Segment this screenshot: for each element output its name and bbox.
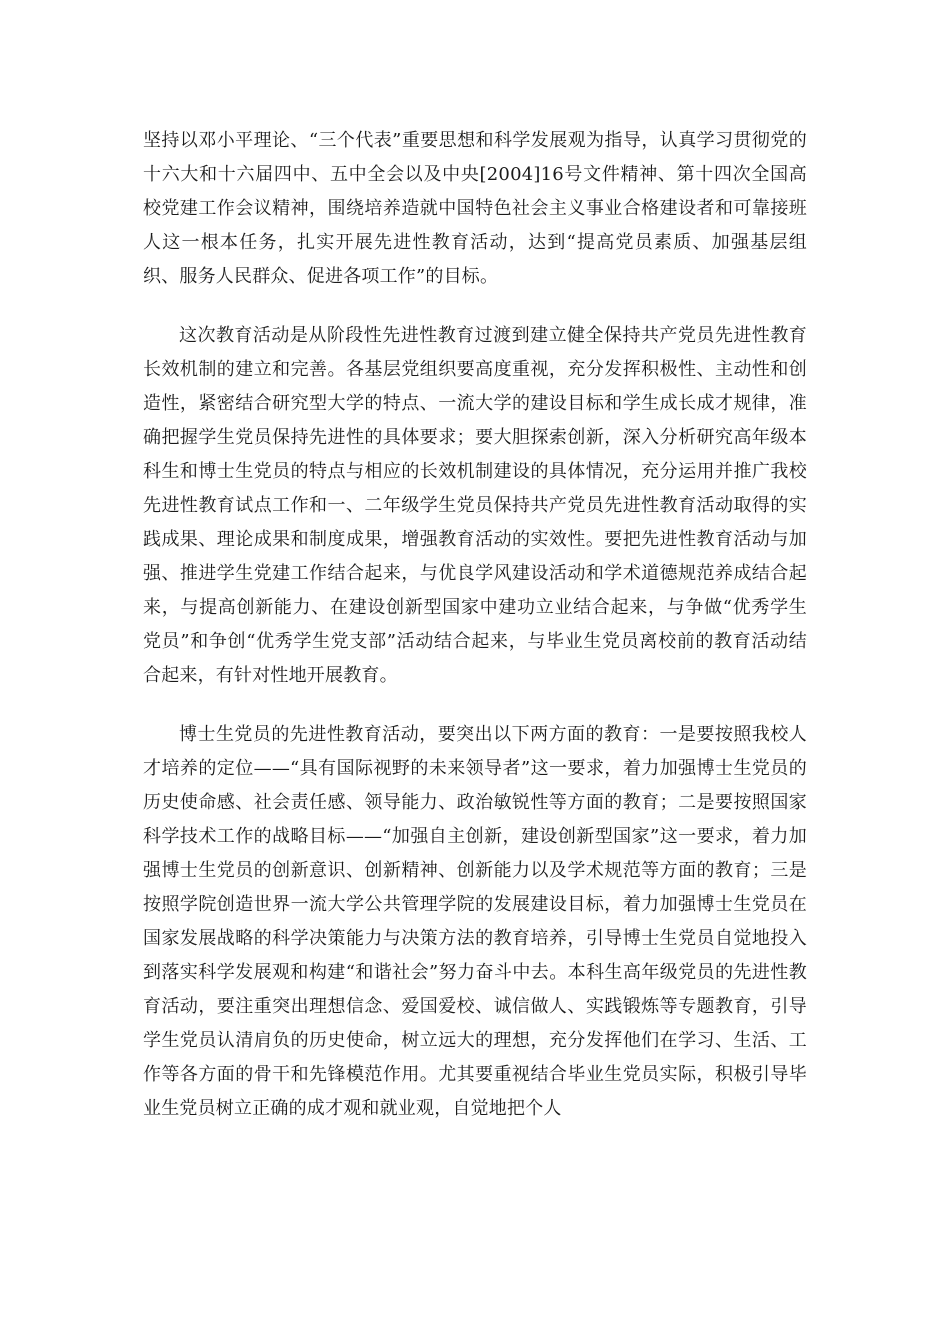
paragraph-1: 坚持以邓小平理论、“三个代表”重要思想和科学发展观为指导，认真学习贯彻党的十六大和十六届四中、五中全会以及中央[2004]16号文件精神、第十四次全国高校党建工作会议精神，围绕培养造就中国特色社会主义事业合格建设者和可靠接班人这一根本任务，扎实开展先进性教育活动，达到“提高党员素质、加强基层组织、服务人民群众、促进各项工作”的目标。: [143, 130, 807, 287]
document-body: [143, 124, 807, 1126]
paragraph-3: 博士生党员的先进性教育活动，要突出以下两方面的教育：一是要按照我校人才培养的定位——“具有国际视野的未来领导者”这一要求，着力加强博士生党员的历史使命感、社会责任感、领导能力、政治敏锐性等方面的教育；二是要按照国家科学技术工作的战略目标——“加强自主创新，建设创新型国家”这一要求，着力加强博士生党员的创新意识、创新精神、创新能力以及学术规范等方面的教育；三是按照学院创造世界一流大学公共管理学院的发展建设目标，着力加强博士生党员在国家发展战略的科学决策能力与决策方法的教育培养，引导博士生党员自觉地投入到落实科学发展观和构建“和谐社会”努力奋斗中去。本科生高年级党员的先进性教育活动，要注重突出理想信念、爱国爱校、诚信做人、实践锻炼等专题教育，引导学生党员认清肩负的历史使命，树立远大的理想，充分发挥他们在学习、生活、工作等各方面的骨干和先锋模范作用。尤其要重视结合毕业生党员实际，积极引导毕业生党员树立正确的成才观和就业观，自觉地把个人: [143, 724, 807, 1119]
paragraph-2: 这次教育活动是从阶段性先进性教育过渡到建立健全保持共产党员先进性教育长效机制的建立和完善。各基层党组织要高度重视，充分发挥积极性、主动性和创造性，紧密结合研究型大学的特点、一流大学的建设目标和学生成长成才规律，准确把握学生党员保持先进性的具体要求；要大胆探索创新，深入分析研究高年级本科生和博士生党员的特点与相应的长效机制建设的具体情况，充分运用并推广我校先进性教育试点工作和一、二年级学生党员保持共产党员先进性教育活动取得的实践成果、理论成果和制度成果，增强教育活动的实效性。要把先进性教育活动与加强、推进学生党建工作结合起来，与优良学风建设活动和学术道德规范养成结合起来，与提高创新能力、在建设创新型国家中建功立业结合起来，与争做“优秀学生党员”和争创“优秀学生党支部”活动结合起来，与毕业生党员离校前的教育活动结合起来，有针对性地开展教育。: [143, 325, 807, 686]
